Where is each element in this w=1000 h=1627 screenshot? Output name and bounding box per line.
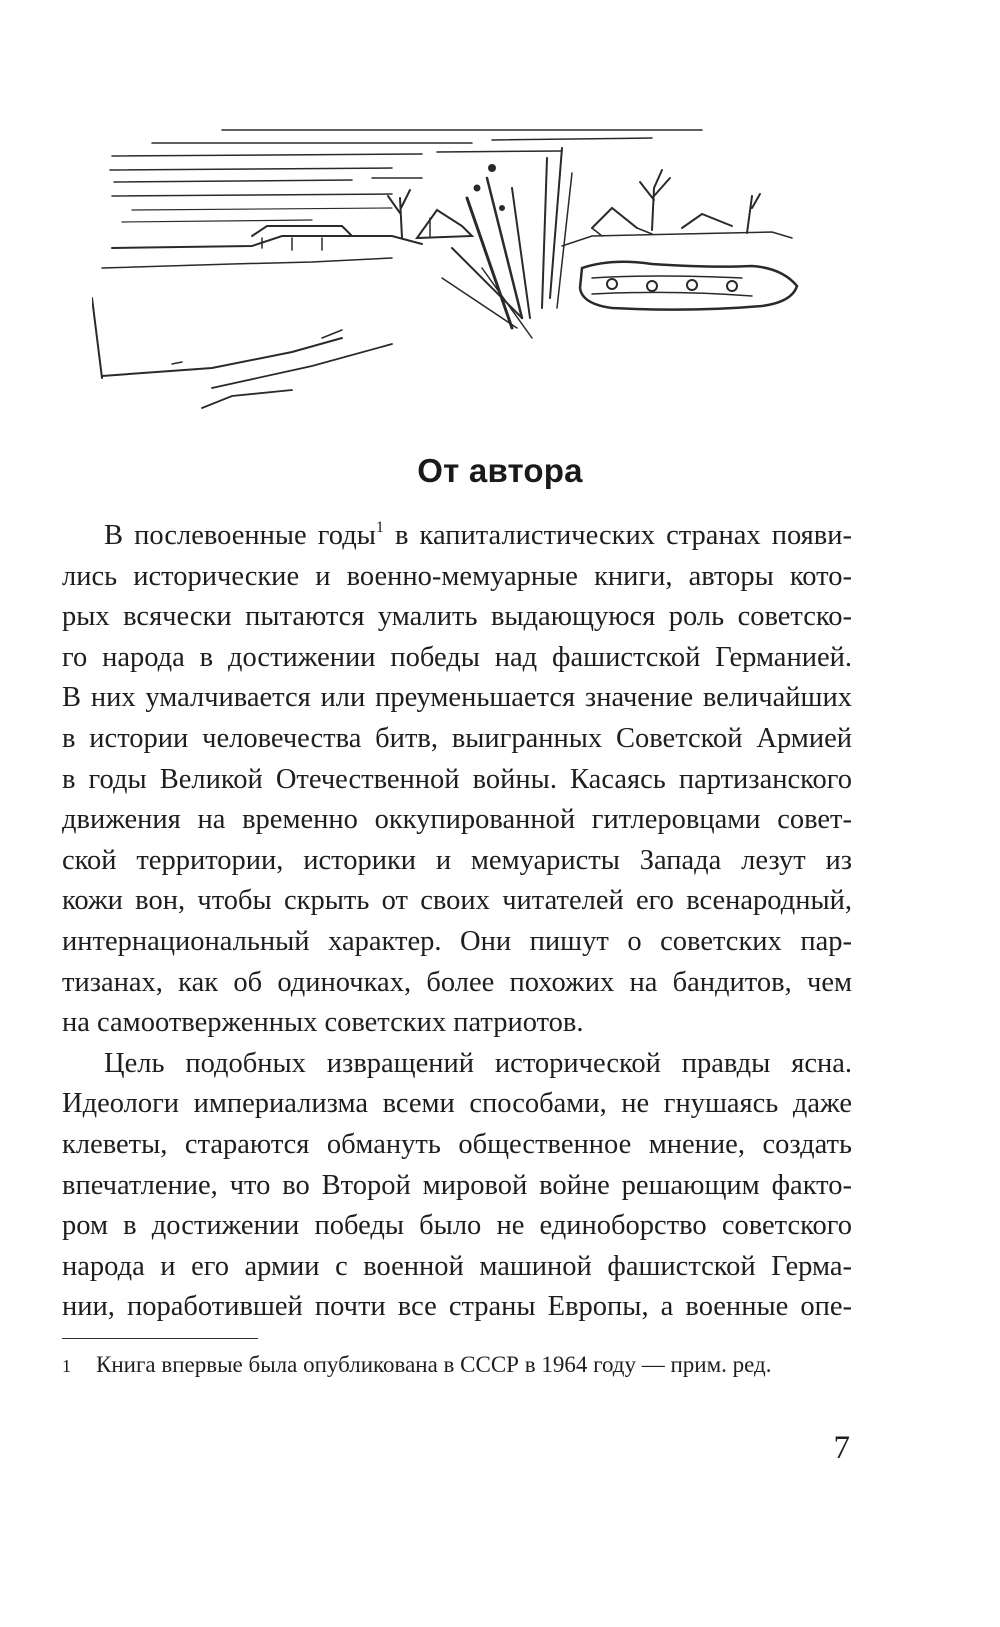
- text-line: Идеологи империализма всеми способами, не гнушаясь даже: [62, 1088, 852, 1120]
- text-line: в годы Великой Отечественной войны. Касаясь партизанского: [62, 763, 852, 795]
- text-line: Цель подобных извращений исторической правды ясна.: [104, 1047, 852, 1079]
- text-line: В послевоенные годы$^1$ в капиталистических странах появи-: [104, 519, 852, 551]
- text-line: лись исторические и военно-мемуарные книги, авторы кото-: [62, 560, 852, 592]
- text-line: впечатление, что во Второй мировой войне решающим факто-: [62, 1169, 852, 1201]
- text-line: ской территории, историки и мемуаристы Запада лезут из: [62, 844, 852, 876]
- text-line: на самоотверженных советских патриотов.: [62, 1007, 584, 1039]
- text-line: ром в достижении победы было не единоборство советского: [62, 1210, 852, 1242]
- body-text: [62, 516, 852, 1328]
- text-line: интернациональный характер. Они пишут о советских пар-: [62, 925, 852, 957]
- text-line: народа и его армии с военной машиной фашистской Герма-: [62, 1250, 852, 1282]
- text-line: тизанах, как об одиночках, более похожих на бандитов, чем: [62, 966, 852, 998]
- footnote: [62, 1350, 852, 1381]
- footnote-mark: 1: [62, 1356, 71, 1376]
- page-number: 7: [833, 1430, 850, 1466]
- footnote-text: Книга впервые была опубликована в СССР в 1964 году — прим. ред.: [96, 1352, 772, 1377]
- text-line: движения на временно оккупированной гитлеровцами совет-: [62, 804, 852, 836]
- landscape-drawing: [92, 118, 832, 418]
- text-line: клеветы, стараются обмануть общественное мнение, создать: [62, 1128, 852, 1160]
- text-line: В них умалчивается или преуменьшается значение величайших: [62, 682, 852, 714]
- footnote-divider: [62, 1338, 258, 1339]
- text-line: рых всячески пытаются умалить выдающуюся роль советско-: [62, 601, 852, 633]
- illustration-sketch: [92, 118, 832, 418]
- text-line: нии, поработившей почти все страны Европы, а военные опе-: [62, 1291, 852, 1323]
- text-line: го народа в достижении победы над фашистской Германией.: [62, 641, 852, 673]
- text-line: в истории человечества битв, выигранных Советской Армией: [62, 722, 852, 754]
- text-line: кожи вон, чтобы скрыть от своих читателей его всенародный,: [62, 885, 852, 917]
- footnote-reference[interactable]: 1: [375, 519, 384, 536]
- chapter-heading: От автора: [417, 452, 583, 489]
